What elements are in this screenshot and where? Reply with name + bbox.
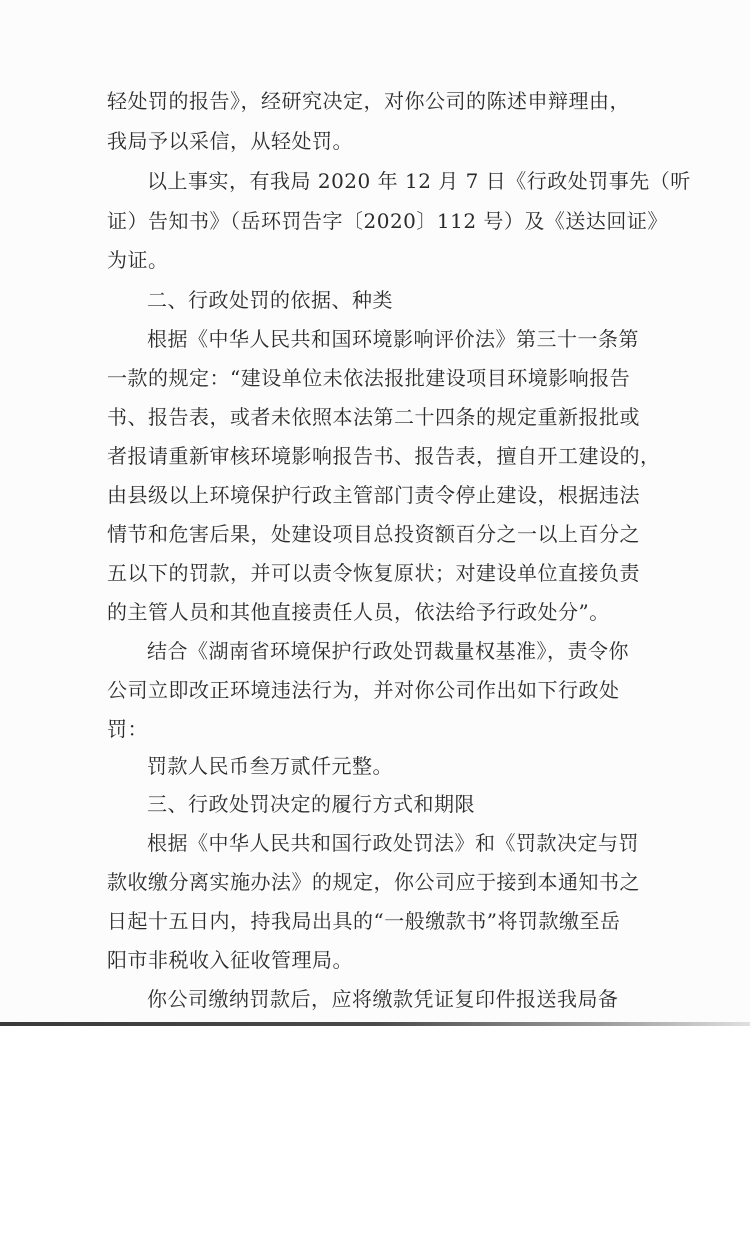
text-line: 由县级以上环境保护行政主管部门责令停止建设，根据违法: [107, 483, 640, 507]
text-line: 为证。: [107, 248, 169, 272]
text-line: 以上事实，有我局 2020 年 12 月 7 日《行政处罚事先（听: [147, 169, 691, 193]
text-line: 阳市非税收入征收管理局。: [107, 948, 353, 972]
text-line: 证）告知书》（岳环罚告字〔2020〕112 号）及《送达回证》: [107, 209, 668, 233]
blank-area: [0, 1026, 750, 1235]
text-line: 我局予以采信，从轻处罚。: [107, 129, 353, 153]
text-line: 公司立即改正环境违法行为，并对你公司作出如下行政处: [107, 678, 620, 702]
text-line: 根据《中华人民共和国环境影响评价法》第三十一条第: [147, 327, 639, 351]
text-line: 你公司缴纳罚款后，应将缴款凭证复印件报送我局备: [147, 987, 619, 1011]
text-line: 结合《湖南省环境保护行政处罚裁量权基准》，责令你: [147, 639, 629, 663]
text-line: 的主管人员和其他直接责任人员，依法给予行政处分”。: [107, 600, 610, 624]
text-line: 者报请重新审核环境影响报告书、报告表，擅自开工建设的，: [107, 444, 661, 468]
text-line: 书、报告表，或者未依照本法第二十四条的规定重新报批或: [107, 405, 640, 429]
text-line: 日起十五日内，持我局出具的“一般缴款书”将罚款缴至岳: [107, 909, 621, 933]
text-line: 一款的规定：“建设单位未依法报批建设项目环境影响报告: [107, 366, 631, 390]
text-line: 罚款人民币叁万贰仟元整。: [147, 754, 393, 778]
text-line: 情节和危害后果，处建设项目总投资额百分之一以上百分之: [107, 522, 640, 546]
text-line: 款收缴分离实施办法》的规定，你公司应于接到本通知书之: [107, 870, 640, 894]
text-line: 根据《中华人民共和国行政处罚法》和《罚款决定与罚: [147, 831, 639, 855]
text-line: 罚：: [107, 717, 148, 741]
text-line: 轻处罚的报告》，经研究决定，对你公司的陈述申辩理由，: [107, 89, 630, 113]
section-heading: 二、行政处罚的依据、种类: [147, 288, 393, 312]
text-line: 五以下的罚款，并可以责令恢复原状；对建设单位直接负责: [107, 561, 640, 585]
section-heading: 三、行政处罚决定的履行方式和期限: [147, 792, 475, 816]
